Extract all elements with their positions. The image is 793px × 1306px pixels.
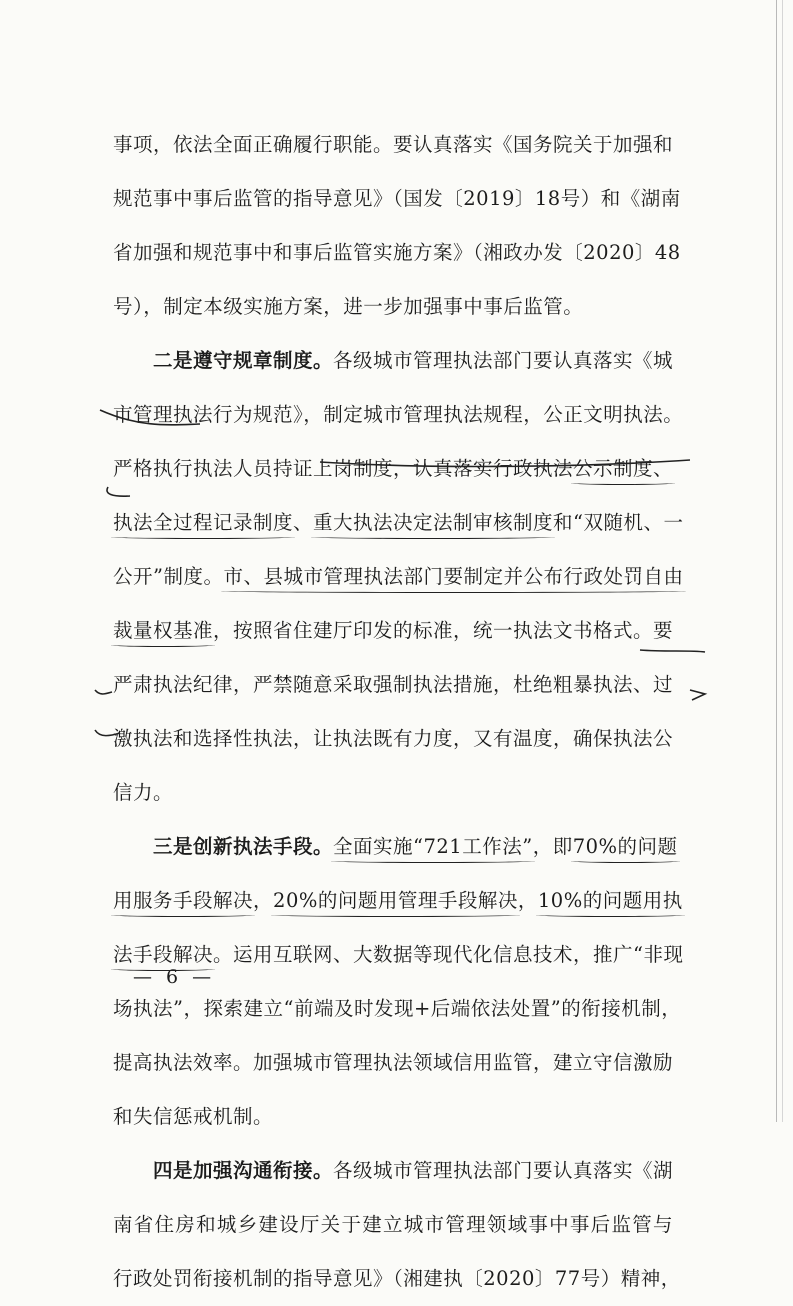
text-line: 市管理执法行为规范》，制定城市管理执法规程，公正文明执法。 [113, 403, 684, 426]
underlined-text: 10%的问题用执 [537, 889, 683, 912]
text-line: 行政处罚衔接机制的指导意见》（湘建执〔2020〕77号）精神， [113, 1267, 681, 1290]
pen-stroke [690, 690, 705, 700]
text-span: 。运用互联网、大数据等现代化信息技术，推广“非现 [213, 943, 684, 966]
text-span: ， [253, 889, 274, 912]
underlined-text: 裁量权基准 [113, 619, 214, 642]
text-span: 和“双随机、一 [553, 511, 684, 534]
underlined-text: 全面实施“721工作法” [333, 835, 533, 858]
text-line: 场执法”，探索建立“前端及时发现+后端依法处置”的衔接机制， [113, 997, 682, 1020]
page-number: — 6 — [133, 966, 216, 988]
underlined-text: 重大执法决定法制审核制度 [313, 511, 554, 534]
text-line [113, 550, 684, 604]
paragraph-3-line [113, 820, 678, 874]
text-line: 号），制定本级实施方案，进一步加强事中事后监管。 [113, 295, 584, 318]
text-line [113, 604, 673, 658]
text-span: 各级城市管理执法部门要认真落实《城 [333, 349, 674, 372]
text-span: ， [517, 889, 538, 912]
text-line: 南省住房和城乡建设厅关于建立城市管理领域事中事后监管与 [113, 1213, 673, 1236]
section-heading: 三是创新执法手段。 [153, 835, 334, 858]
text-line [113, 442, 673, 496]
scan-edge [782, 0, 783, 1122]
paragraph-4-line [113, 1144, 673, 1198]
text-span: 、 [293, 511, 314, 534]
underlined-text: 市、县城市管理执法部门要制定并公布行政处罚自由 [223, 565, 684, 588]
underlined-text: 20%的问题用管理手段解决 [273, 889, 518, 912]
underlined-text: 执法全过程记录制度 [113, 511, 294, 534]
underlined-text: 70%的问题 [572, 835, 678, 858]
text-span: 公开”制度。 [113, 565, 224, 588]
paragraph-2-line [113, 334, 673, 388]
text-line [113, 874, 683, 928]
underlined-text: 公示制度、 [573, 457, 674, 480]
text-line: 规范事中事后监管的指导意见》（国发〔2019〕18号）和《湖南 [113, 187, 681, 210]
text-span: ，即 [532, 835, 573, 858]
text-span: ，按照省住建厅印发的标准，统一执法文书格式。要 [213, 619, 674, 642]
text-line: 提高执法效率。加强城市管理执法领域信用监管，建立守信激励 [113, 1051, 674, 1074]
underlined-text: 用服务手段解决 [113, 889, 254, 912]
text-span: 各级城市管理执法部门要认真落实《湖 [333, 1159, 674, 1182]
text-span: 严格执行执法人员持证上岗制度，认真落实行政执法 [113, 457, 574, 480]
text-line: 严肃执法纪律，严禁随意采取强制执法措施，杜绝粗暴执法、过 [113, 673, 674, 696]
document-body [113, 118, 684, 1306]
text-line [113, 496, 684, 550]
text-line: 和失信惩戒机制。 [113, 1105, 274, 1128]
pen-stroke [95, 690, 112, 694]
underlined-text: 法手段解决 [113, 943, 214, 966]
text-line: 信力。 [113, 781, 174, 804]
text-line: 事项，依法全面正确履行职能。要认真落实《国务院关于加强和 [113, 133, 674, 156]
scan-edge [776, 0, 777, 1122]
section-heading: 二是遵守规章制度。 [153, 349, 334, 372]
text-line: 激执法和选择性执法，让执法既有力度，又有温度，确保执法公 [113, 727, 674, 750]
section-heading: 四是加强沟通衔接。 [153, 1159, 334, 1182]
text-line: 省加强和规范事中和事后监管实施方案》（湘政办发〔2020〕48 [113, 241, 681, 264]
